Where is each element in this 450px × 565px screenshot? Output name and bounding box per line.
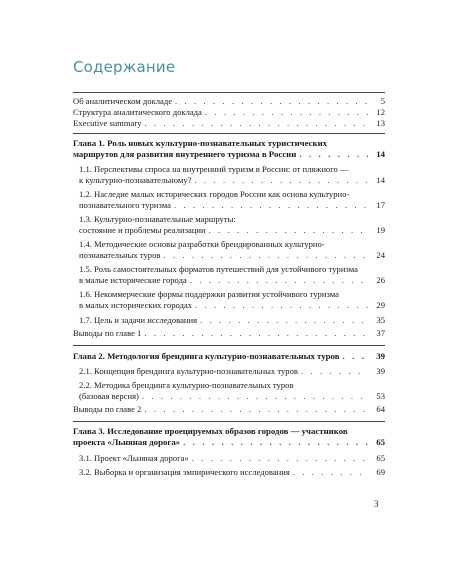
toc-section-1-5[interactable]: 1.5. Роль самостоятельных форматов путешествий для устойчивого туризма в малые исторические города . . . 26: [79, 264, 385, 285]
toc-section-3-1[interactable]: 3.1. Проект «Льняная дорога» . . . 65: [79, 453, 385, 464]
entry-text: Структура аналитического доклада: [73, 107, 202, 117]
rule-chapter-3: [73, 421, 385, 422]
toc-entry-about[interactable]: [73, 96, 385, 107]
toc-entry-structure[interactable]: [73, 107, 385, 118]
rule-chapter-2: [73, 345, 385, 346]
entry-text: Об аналитическом докладе: [73, 96, 173, 106]
toc-entry-executive-summary[interactable]: [73, 118, 385, 129]
toc-section-1-6[interactable]: 1.6. Некоммерческие формы поддержки развития устойчивого туризма в малых исторических городах . . . 29: [79, 289, 385, 310]
toc-conclusions-chapter-1[interactable]: Выводы по главе 1 . . . 37: [73, 328, 385, 339]
rule-top: [73, 92, 385, 93]
toc-conclusions-chapter-2[interactable]: Выводы по главе 2 . . . 64: [73, 404, 385, 415]
toc-section-2-1[interactable]: 2.1. Концепция брендинга культурно-познавательных туров . . . 39: [79, 366, 385, 377]
entry-page: 5: [380, 96, 385, 106]
entry-text: Executive summary: [73, 118, 142, 128]
rule-chapter-1: [73, 133, 385, 134]
page-number: 3: [374, 499, 379, 509]
toc-section-1-7[interactable]: 1.7. Цель и задачи исследования . . . 35: [79, 315, 385, 326]
entry-page: 13: [376, 118, 385, 128]
toc-chapter-2[interactable]: Глава 2. Методология брендинга культурно-познавательных туров . . . 39: [73, 351, 385, 362]
toc-section-1-4[interactable]: 1.4. Методические основы разработки брендированных культурно- познавательных туров . . . 24: [79, 239, 385, 260]
entry-text-line1: Глава 1. Роль новых культурно-познавательных туристических: [73, 138, 328, 148]
toc-section-1-3[interactable]: 1.3. Культурно-познавательные маршруты: состояние и проблемы реализации . . . 19: [79, 214, 385, 235]
toc-section-2-2[interactable]: 2.2. Методика брендинга культурно-познавательных туров (базовая версия) . . . 53: [79, 380, 385, 401]
toc-section-1-1[interactable]: 1.1. Перспективы спроса на внутренний туризм в России: от пляжного — к культурно-познавательному? . . . 14: [79, 164, 385, 185]
entry-page: 12: [376, 107, 385, 117]
toc-chapter-1[interactable]: [73, 138, 385, 160]
toc-section-1-2[interactable]: 1.2. Наследие малых исторических городов России как основа культурно- познавательного туризма . . . 17: [79, 189, 385, 210]
entry-text-line2: маршрутов для развития внутреннего туризма в России: [73, 148, 297, 159]
toc-title: Содержание: [73, 58, 176, 76]
entry-page: 14: [376, 148, 385, 159]
toc-chapter-3[interactable]: Глава 3. Исследование проецируемых образов городов — участников проекта «Льняная дорога» . . . 65: [73, 426, 385, 448]
toc-section-3-2[interactable]: 3.2. Выборка и организация эмпирического исследования . . . 69: [79, 467, 385, 478]
